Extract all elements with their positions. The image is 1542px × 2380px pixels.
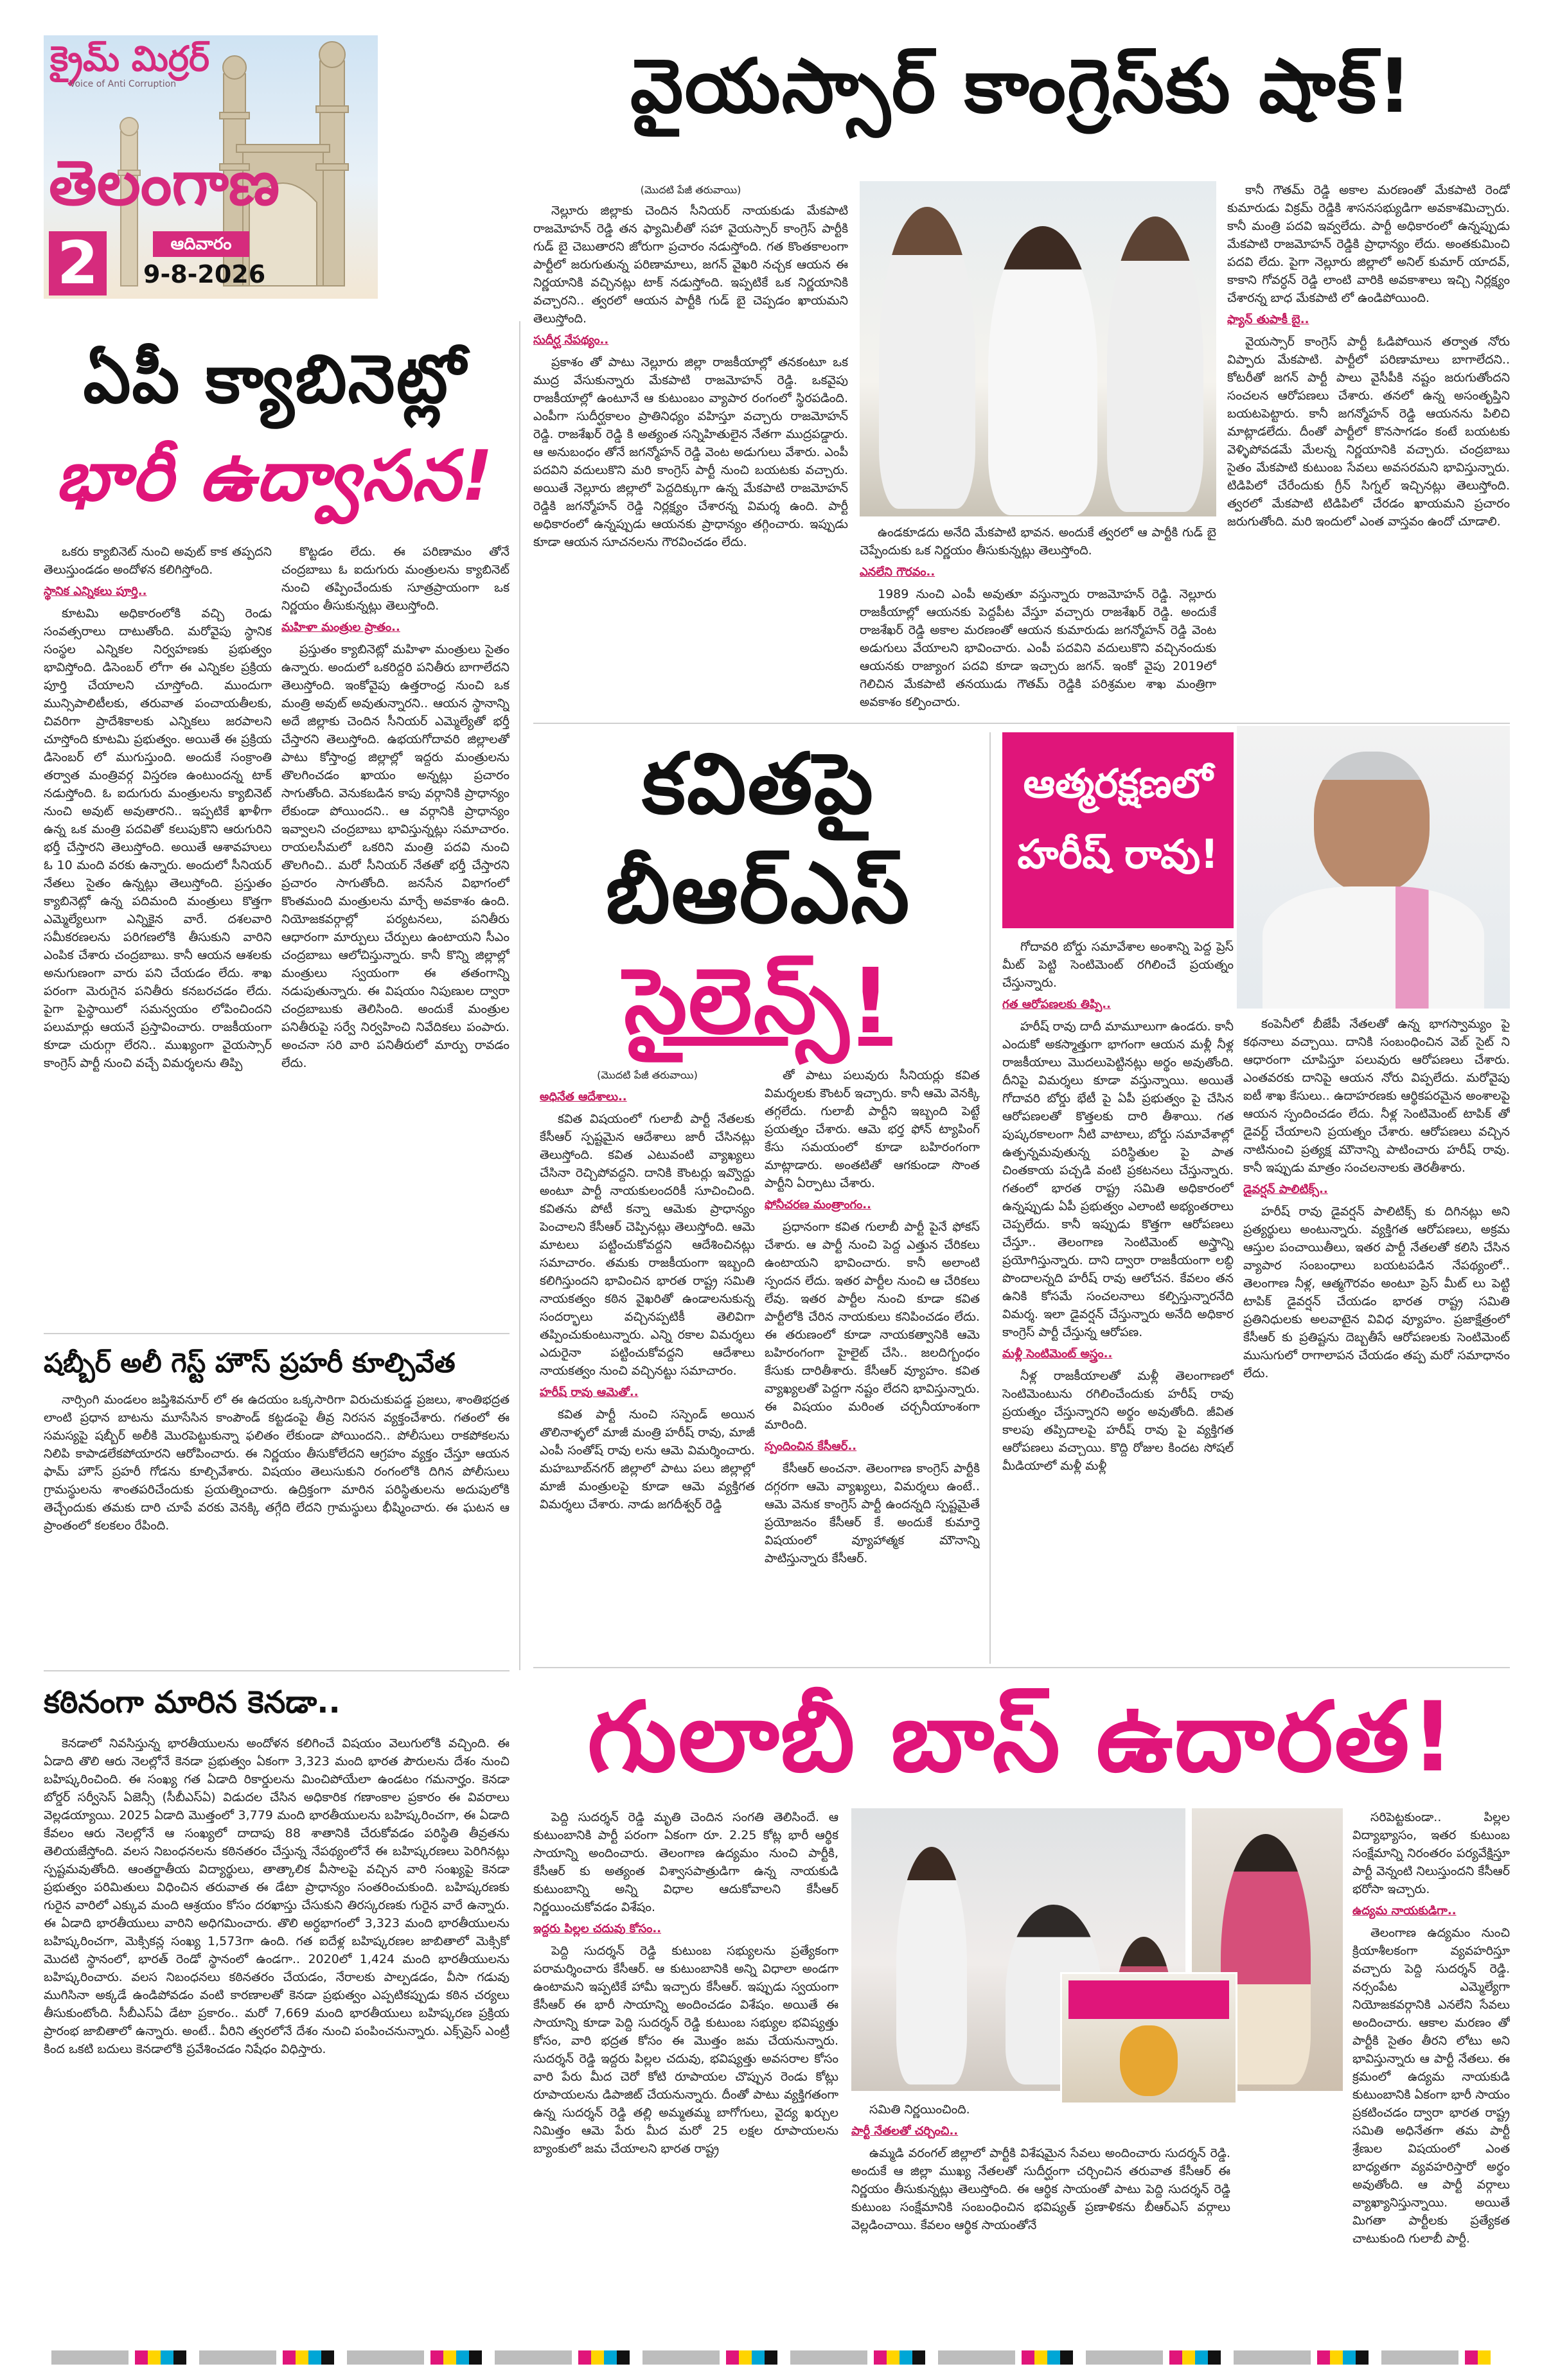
divider-ysr-bottom bbox=[533, 723, 1510, 724]
photo1-figure-standing bbox=[896, 1847, 967, 2085]
ysr-column-2 bbox=[860, 524, 1216, 716]
kavitha-sub-1: అధినేత ఆదేశాలు.. bbox=[540, 1090, 627, 1104]
ysr-para-6: వైయస్సార్ కాంగ్రెస్ పార్టీ ఓడిపోయిన తర్వాత నోరు విప్పారు మేకపాటి. పార్టీలో పరిణామాలు బాగాలేదని.. కోటరీతో జగన్ పార్టీ పాలు వైసీపీకి నష్టం జరుగుతోందని సంచలన ఆరోపణలు చేశారు. తనలో ఉన్న అసంతృప్తిని బయటపెట్టారు. కానీ జగన్మోహన్ రెడ్డి ఆయనను పిలిచి మాట్లాడలేదు. దీంతో పార్టీలో కొనసాగడం కంటే బయటకు వెళ్ళిపోవడమే మేలన్న నిర్ణయానికి వచ్చారు. చంద్రబాబు సైతం మేకపాటి కుటుంబ సేవలు అవసరమని భావిస్తున్నారు. టిడిపిలో చేరేందుకు గ్రీన్ సిగ్నల్ ఇచ్చినట్లు తెలుస్తోంది. త్వరలో మేకపాటి టిడిపిలో చేరడం ఖాయమని ప్రచారం జరుగుతోంది. మరి ఇందులో ఎంత వాస్తవం ఉందో చూడాలి. bbox=[1227, 335, 1510, 529]
kavitha-sub-3: ఫోనీచరణ మంత్రాంగం.. bbox=[765, 1198, 871, 1212]
harish-para-1: గోదావరి బోర్డు సమావేశాల అంశాన్ని పెద్ద ప్రెస్ మీట్ పెట్టి సెంటిమెంట్ రగిలించే ప్రయత్నం చేస్తున్నారు. bbox=[1002, 940, 1234, 990]
pink-para-3: సమితి నిర్ణయించింది. bbox=[869, 2102, 970, 2117]
cabinet-column-2 bbox=[281, 543, 510, 1327]
divider-kavitha-harish bbox=[989, 732, 991, 1664]
cabinet-sub-1: స్థానిక ఎన్నికలు పూర్తి.. bbox=[44, 585, 147, 598]
harish-headline-box bbox=[1002, 732, 1234, 928]
harish-headline-1: ఆత్మరక్షణలో bbox=[1023, 760, 1213, 807]
canada-para: కెనడాలో నివసిస్తున్న భారతీయులను అందోళన కలిగించే విషయం వెలుగులోకి వచ్చింది. ఈ ఏడాది తొలి ఆరు నెలల్లోనే కెనడా ప్రభుత్వం ఏకంగా 3,323 మంది భారత పౌరులను దేశం నుంచి బహిష్కరించింది. ఈ సంఖ్య గత ఏడాది రికార్డులను మించిపోయేలా ఉండటం గమనార్హం. కెనడా బోర్డర్ సర్వీసెస్ ఏజెన్సీ (సీబీఎస్ఏ) విడుదల చేసిన అధికారిక గణాంకాల ప్రకారం ఈ వివరాలు వెల్లడయ్యాయి. 2025 ఏడాది మొత్తంలో 3,779 మంది భారతీయులను బహిష్కరించగా, ఈ ఏడాది కేవలం ఆరు నెలల్లోనే ఆ సంఖ్యలో దాదాపు 88 శాతానికి చేరుకోవడం పరిస్థితి తీవ్రతను తెలియజేస్తోంది. వలస నిబంధనలను కఠినతరం చేస్తున్న నేపథ్యంలోనే ఈ బహిష్కరణలు పెరిగినట్లు స్పష్టమవుతోంది. ఆంతర్జాతీయ విద్యార్థులు, తాత్కాలిక వీసాలపై వచ్చిన వారి సంఖ్యపై కెనడా ప్రభుత్వం పరిమితులు విధించిన తరువాత ఈ డేటా ప్రాధాన్యం సంతరించుకుంది. బహిష్కరణకు గురైన వారిలో ఎక్కువ మంది ఆశ్రయం కోసం దరఖాస్తు చేసుకుని తిరస్కరణకు గురైన వారే ఉన్నారు. ఈ ఏడాది భారతీయులు వారిని అధిగమించారు. తొలి అర్ధభాగంలో 3,323 మంది భారతీయులను బహిష్కరించగా, మెక్సికన్ల సంఖ్య 1,573గా ఉంది. గత ఐదేళ్ల బహిష్కరణల జాబితాలో మెక్సికో మొదటి స్థానంలో, భారత్ రెండో స్థానంలో ఉండగా.. 2020లో 1,424 మంది భారతీయులను బహిష్కరించారు. వలస నిబంధనలు కఠినతరం చేయడం, నేరాలకు పాల్పడడం, వీసా గడువు ముగిసినా అక్కడే ఉండిపోవడం వంటి కారణాలతో కెనడా ప్రభుత్వం ఎప్పటికప్పుడు కఠిన చర్యలు తీసుకుంటోంది. సీబీఎస్ఏ డేటా ప్రకారం.. మరో 7,669 మంది భారతీయులు బహిష్కరణ ప్రక్రియ ప్రారంభ జాబితాలో ఉన్నారు. అంటే.. వీరిని త్వరలోనే దేశం నుంచి పంపించనున్నారు. ఎక్స్‌ప్రెస్ ఎంట్రీ కింద ఒకటి బదులు కెనడాలోకి ప్రవేశించడం నిషేధం విధిస్తారు. bbox=[44, 1736, 510, 2056]
brand-tagline: Voice of Anti Corruption bbox=[69, 79, 177, 89]
kavitha-headline-2: బీఆర్ఎస్ bbox=[605, 844, 911, 942]
shabbir-body bbox=[44, 1391, 510, 1664]
harish-column-2 bbox=[1243, 1015, 1510, 1657]
pink-para-4: ఉమ్మడి వరంగల్ జిల్లాలో పార్టీకి విశేషమైన సేవలు అందించారు సుదర్శన్ రెడ్డి. అందుకే ఆ జిల్లా ముఖ్య నేతలతో సుదీర్ఘంగా చర్చించిన తరువాత కేసీఆర్ ఈ నిర్ణయం తీసుకున్నట్లు తెలుస్తోంది. ఈ ఆర్థిక సాయంతో పాటు పెద్ది సుదర్శన్ రెడ్డి కుటుంబ సంక్షేమానికి సంబంధించిన భవిష్యత్ ప్రణాళికను బీఆర్ఎస్ వర్గాలు వెల్లడించాయి. కేవలం ఆర్థిక సాయంతోనే bbox=[851, 2146, 1230, 2232]
kavitha-column-2 bbox=[765, 1066, 980, 1657]
pink-column-3 bbox=[1352, 1808, 1510, 2322]
shabbir-headline: షబ్బీర్ అలీ గెస్ట్ హౌస్ ప్రహరీ కూల్చివేత bbox=[44, 1347, 456, 1379]
print-registration-strip bbox=[0, 2348, 1542, 2367]
brand-logo bbox=[50, 39, 209, 89]
portrait-head bbox=[1314, 752, 1430, 893]
harish-para-3: నీళ్ల రాజకీయాలతో మళ్లీ తెలంగాణలో సెంటిమెంటును రగిలించేందుకు హరీష్ రావు ప్రయత్నం చేస్తున్నారని అర్థం అవుతోంది. జీవిత కాలపు తప్పిదాలపై హరీష్ రావు పై వ్యక్తిగత ఆరోపణలు వచ్చాయి. కొద్ది రోజుల కిందట సోషల్ మీడియాలో మళ్లీ మళ్లీ bbox=[1002, 1369, 1234, 1473]
ysr-column-3 bbox=[1227, 181, 1510, 714]
pink-column-1 bbox=[533, 1808, 838, 2322]
kavitha-para-3: తో పాటు పలువురు సీనియర్లు కవిత విమర్శలకు కౌంటర్ ఇచ్చారు. కానీ ఆమె వెనక్కి తగ్గలేదు. గులాబీ పార్టీని ఇబ్బంది పెట్టే ప్రయత్నం చేశారు. ఆమె భర్త ఫోన్ ట్యాపింగ్ కేసు సమయంలో కూడా బహిరంగంగా మాట్లాడారు. అంతటితో ఆగకుండా సొంత పార్టీని ఏర్పాటు చేశారు. bbox=[765, 1068, 980, 1190]
cabinet-para-3: కొట్టడం లేదు. ఈ పరిణామం తోనే చంద్రబాబు ఓ ఐదుగురు మంత్రులను క్యాబినెట్ నుంచి తప్పించేందుకు సూత్రప్రాయంగా ఒక నిర్ణయం తీసుకున్నట్లు తెలుస్తోంది. bbox=[281, 545, 510, 613]
pink-sub-2: పార్టీ నేతలతో చర్చించి.. bbox=[851, 2124, 959, 2138]
continued-note-kavitha: (మొదటి పేజీ తరువాయి) bbox=[597, 1069, 698, 1081]
harish-portrait bbox=[1237, 726, 1510, 1009]
shabbir-para: నార్సింగి మండలం జప్తిశివనూర్ లో ఈ ఉదయం ఒక్కసారిగా విరుచుకుపడ్డ ప్రజలు, శాంతిభద్రత లాంటి ప్రధాన బాటను మూసేసిన కాంపౌండ్ కట్టడంపై తీవ్ర నిరసన వ్యక్తంచేశారు. గతంలో ఈ సమస్యపై షబ్బీర్ అలీకి మొరపెట్టుకున్నా ఫలితం లేకుండా పోయిందని.. పోలీసులు రాకపోకలను నిలిపి కాపాడలేకపోయారని ఆరోపించారు. ఈ నిర్ణయం తీసుకోలేదని ఆగ్రహం వ్యక్తం చేస్తూ ఆయన ఫామ్ హౌస్ ప్రహరీ గోడను కూల్చివేశారు. విషయం తెలుసుకుని రంగంలోకి దిగిన పోలీసులు గ్రామస్థులను శాంతపరిచేందుకు ప్రయత్నించారు. ఉద్రిక్తంగా మారిన పరిస్థితులను అదుపులోకి తెచ్చేందుకు తమకు దారి చూపే వరకు వెనక్కి తగ్గేది లేదని గ్రామస్థులు భీష్మించారు. ఈ ఘటన ఆ ప్రాంతంలో కలకలం రేపింది. bbox=[44, 1393, 510, 1533]
kavitha-headline-1: కవితపై bbox=[642, 735, 874, 833]
page-number: 2 bbox=[49, 231, 107, 295]
pink-boss-headline: గులాబీ బాస్ ఉదారత! bbox=[587, 1682, 1456, 1794]
pink-sub-1: ఇద్దరు పిల్లల చదువు కోసం.. bbox=[533, 1922, 662, 1935]
cabinet-para-4: ప్రస్తుతం క్యాబినెట్లో మహిళా మంత్రులు సైతం ఉన్నారు. అందులో ఒకరిద్దరి పనితీరు బాగాలేదని తెలుస్తోంది. ఇంకోవైపు ఉత్తరాంధ్ర నుంచి ఒక మంత్రి అవుట్ అవుతున్నారని.. ఆయన స్థానాన్ని అదే జిల్లాకు చెందిన సీనియర్ ఎమ్మెల్యేతో భర్తీ చేస్తారని తెలుస్తోంది. ఉభయగోదావరి జిల్లాలతో పాటు కోస్తాంధ్ర జిల్లాల్లో ఇద్దరు మంత్రులను తొలగించడం ఖాయం అన్నట్లు ప్రచారం సాగుతోంది. వెనుకబడిన కాపు వర్గానికి ప్రాధాన్యం లేకుండా పోయిందని.. ఆ వర్గానికి ప్రాధాన్యం ఇవ్వాలని చంద్రబాబు భావిస్తున్నట్లు సమాచారం. రాయలసీమలో ఒకరిని మంత్రి పదవి నుంచి తొలగించి.. మరో సీనియర్ నేతతో భర్తీ చేస్తారని ప్రచారం సాగుతోంది. జనసేన విభాగంలో కొంతమంది మంత్రులను మార్చే అవకాశం ఉంది. నియోజకవర్గాల్లో పర్యటనలు, పనితీరు ఆధారంగా మార్పులు చేర్పులు ఉంటాయని సీఎం చంద్రబాబు ఆలోచిస్తున్నారు. కానీ కొన్ని జిల్లాల్లో మంత్రులు స్వయంగా ఈ తతంగాన్ని నడుపుతున్నారు. ఈ విషయం నిపుణుల ద్వారా చంద్రబాబుకు తెలిసింది. అందుకే మంత్రుల పనితీరుపై సర్వే నిర్వహించి నివేదికలు పంపారు. అంచనా సరి వారి పనితీరులో మార్పు రావడం లేదు. bbox=[281, 642, 510, 1070]
harish-headline-2: హరీష్ రావు! bbox=[1017, 831, 1219, 877]
harish-para-2: హరీష్ రావు దాదీ మామూలుగా ఉండరు. కానీ ఎందుకో అకస్మాత్తుగా భాగంగా ఆయన మళ్లీ నీళ్ల రాజకీయాలు మొదలుపెట్టినట్లు అర్థం అవుతోంది. దీనిపై విమర్శలు కూడా వస్తున్నాయి. అయితే గోదావరి బోర్డు భేటీ పై ఏపీ ప్రభుత్వం పై చేసిన ఆరోపణలతో కొత్తలకు దారి తీశాయి. గత పుష్కరకాలంగా నీటి వాటాలు, బోర్డు సమావేశాల్లో ఉత్పన్నమవుతున్న పరిస్థితుల పై పాత చింతకాయ పచ్చడి వంటి ప్రకటనలు చేస్తున్నారు. గతంలో భారత రాష్ట్ర సమితి అధికారంలో ఉన్నప్పుడు ఏపీ ప్రభుత్వం ఎలాంటి అభ్యంతరాలు చెప్పలేదు. కానీ ఇప్పుడు కొత్తగా ఆరోపణలు చేస్తూ.. తెలంగాణ సెంటిమెంట్ అస్త్రాన్ని ప్రయోగిస్తున్నారు. దాని ద్వారా రాజకీయంగా లబ్ధి పొందాలన్నది హరీష్ రావు ఆలోచన. కేవలం తన ఉనికి కోసమే సంచలనాలు కల్పిస్తున్నారనేది విమర్శ. ఇలా డైవర్షన్ చేస్తున్నారు అనేది అధికార కాంగ్రెస్ పార్టీ చేస్తున్న ఆరోపణ. bbox=[1002, 1019, 1234, 1339]
issue-day: ఆదివారం bbox=[153, 231, 249, 257]
section-title: తెలంగాణ bbox=[49, 147, 280, 219]
cabinet-headline-2: భారీ ఉద్వాసన! bbox=[55, 436, 495, 516]
kavitha-headline-3: సైలెన్స్! bbox=[624, 949, 892, 1054]
ysr-para-3: ఉండకూడదు అనేది మేకపాటి భావన. అందుకే త్వరలో ఆ పార్టీకి గుడ్ బై చెప్పేందుకు ఒక నిర్ణయం తీసుకున్నట్లు తెలుస్తోంది. bbox=[860, 525, 1216, 558]
photo3-banner bbox=[1068, 1980, 1229, 2019]
kavitha-para-5: కేసీఆర్ అంచనా. తెలంగాణ కాంగ్రెస్ పార్టీకి దగ్గరగా ఆమె వ్యాఖ్యలు, విమర్శలు ఉంటే.. ఆమె వెనుక కాంగ్రెస్ పార్టీ ఉందన్నది స్పష్టమైతే ప్రయోజనం కేసీఆర్ కే. అందుకే కుమార్తె విషయంలో వ్యూహాత్మక మౌనాన్ని పాటిస్తున్నారు కేసీఆర్. bbox=[765, 1461, 980, 1565]
pink-para-2: పెద్ది సుదర్శన్ రెడ్డి కుటుంబ సభ్యులను ప్రత్యేకంగా పరామర్శించారు కేసీఆర్. ఆ కుటుంబానికి అన్ని విధాలా అండగా ఉంటామని ఇప్పటికే హామీ ఇచ్చారు కేసీఆర్. ఇప్పుడు స్వయంగా కేసీఆర్ ఈ భారీ సాయాన్ని అందించడం విశేషం. అయితే ఈ సాయాన్ని కూడా పెద్ది సుదర్శన్ రెడ్డి కుటుంబ సభ్యుల భవిష్యత్తు కోసం, వారి భద్రత కోసం ఈ మొత్తం జమ చేయనున్నారు. సుదర్శన్ రెడ్డి ఇద్దరు పిల్లల చదువు, భవిష్యత్తు అవసరాల కోసం వారి పేరు మీద చెరో కోటి రూపాయల చొప్పున రెండు కోట్లు రూపాయలను డిపాజిట్ చేయనున్నారు. దీంతో పాటు వ్యక్తిగతంగా ఉన్న సుదర్శన్ రెడ్డి తల్లి అమ్మతమ్మ బాగోగులు, వైద్య ఖర్చుల నిమిత్తం ఆమె పేరు మీద మరో 25 లక్షల రూపాయలను బ్యాంకులో జమ చేయాలని భారత రాష్ట్ర bbox=[533, 1944, 838, 2156]
kavitha-sub-2: హరీష్ రావు ఆమెతో.. bbox=[540, 1386, 639, 1399]
divider-middle-bottom bbox=[533, 1667, 1510, 1668]
ysr-para-1: నెల్లూరు జిల్లాకు చెందిన సీనియర్ నాయకుడు మేకపాటి రాజమోహన్ రెడ్డి తన ఫ్యామిలీతో సహా వైయస్సార్ కాంగ్రెస్ పార్టీకి గుడ్ బై చెబుతారని జోరుగా ప్రచారం నడుస్తోంది. గత కొంతకాలంగా పార్టీలో జరుగుతున్న పరిణామాలు, జగన్ వైఖరి నచ్చక ఆయన ఈ నిర్ణయానికి వచ్చినట్లు టాక్ నడుస్తోంది. ఇప్పటికే ఒక నిర్ణయానికి వచ్చారని.. త్వరలో ఆయన పార్టీకి గుడ్ బై చెప్పడం ఖాయమని తెలుస్తోంది. bbox=[533, 204, 848, 326]
portrait-body bbox=[1263, 886, 1484, 1009]
harish-para-4: కంపెనీలో బీజేపీ నేతలతో ఉన్న భాగస్వామ్యం పై కథనాలు వచ్చాయి. దానికి సంబంధించిన వెబ్ సైట్ ని ఆధారంగా చూపిస్తూ పలువురు ఆరోపణలు చేశారు. ఎంతవరకు దానిపై ఆయన నోరు విప్పలేదు. మరోవైపు ఐటీ శాఖ కేసులు.. ఉదాహరణకు ఆర్థికపరమైన అంశాలపై ఆయన స్పందించడం లేదు. నీళ్ల సెంటిమెంట్ టాపిక్ తో డైవర్ట్ చేయాలని ప్రయత్నం చేశారు. ఆరోపణలు వచ్చిన నాటినుంచి ప్రత్యక్ష మౌనాన్ని పాటించారు హరీష్ రావు. కానీ ఇప్పుడు మాత్రం సంచలనాలకు తెరతీశారు. bbox=[1243, 1017, 1510, 1175]
kavitha-para-4: ప్రధానంగా కవిత గులాబీ పార్టీ పైనే ఫోకస్ చేశారు. ఆ పార్టీ నుంచి పెద్ద ఎత్తున చేరికలు ఉంటాయని భావించారు. కానీ అలాంటి స్పందన లేదు. ఇతర పార్టీల నుంచి ఆ చేరికలు లేవు. ఇతర పార్టీల నుంచి కూడా కవిత పార్టీలోకి చేరిన నాయకులు కనిపించడం లేదు. ఈ తరుణంలో కూడా నాయకత్వానికి ఆమె బహిరంగంగా హైలైట్ చేసి.. జలదిగ్బంధం కేసుకు దారితీశారు. కేసీఆర్ వ్యూహం. కవిత వ్యాఖ్యలతో పెద్దగా నష్టం లేదని భావిస్తున్నారు. ఈ విషయం మరింత చర్చనీయాంశంగా మారింది. bbox=[765, 1220, 980, 1432]
cabinet-headline-1: ఏపీ క్యాబినెట్లో bbox=[83, 340, 467, 418]
leader-figure-right bbox=[1107, 216, 1203, 512]
pink-column-2 bbox=[851, 2101, 1230, 2322]
ysr-para-4: 1989 నుంచి ఎంపీ అవుతూ వస్తున్నారు రాజమోహన్ రెడ్డి. నెల్లూరు రాజకీయాల్లో ఆయనకు పెద్దపీట వేస్తూ వచ్చారు రాజశేఖర్ రెడ్డి. అందుకే రాజశేఖర్ రెడ్డి అకాల మరణంతో ఆయన కుమారుడు జగన్మోహన్ రెడ్డి వెంట అడుగులు వేయాలని భావించారు. ఎంపీ పదవిని వదులుకొని వచ్చినందుకు ఆయనకు రాజ్యాంగ పదవి కూడా ఇచ్చారు జగన్. ఇంకో వైపు 2019లో గెలిచిన మేకపాటి తనయుడు గౌతమ్ రెడ్డికి పరిశ్రమల శాఖ మంత్రిగా అవకాశం కల్పించారు. bbox=[860, 587, 1216, 709]
harish-sub-2: మళ్లీ సెంటిమెంట్ అస్త్రం.. bbox=[1002, 1347, 1113, 1361]
cabinet-para-1: ఒకరు క్యాబినెట్ నుంచి అవుట్ కాక తప్పదని తెలుస్తుండడం అందోళన కలిగిస్తోంది. bbox=[44, 545, 272, 577]
ysr-para-5: కానీ గౌతమ్ రెడ్డి అకాల మరణంతో మేకపాటి రెండో కుమారుడు విక్రమ్ రెడ్డికి శాసనసభ్యుడిగా అవకాశమిచ్చారు. కానీ మంత్రి పదవి ఇవ్వలేదు. పార్టీ అధికారంలో ఉన్నప్పుడు మేకపాటి రాజమోహన్ రెడ్డికి ప్రాధాన్యం లేదు. అంతకుమించి పదవి లేదు. పైగా నెల్లూరు జిల్లాలో అనిల్ కుమార్ యాదవ్, కాకాని గోవర్ధన్ రెడ్డి లాంటి వారికి అవకాశాలు ఇచ్చి నిర్లక్ష్యం చేశారన్న బాధ మేకపాటి లో ఉండిపోయింది. bbox=[1227, 183, 1510, 305]
issue-date: 9-8-2026 bbox=[143, 260, 266, 288]
pink-para-1: పెద్ది సుదర్శన్ రెడ్డి మృతి చెందిన సంగతి తెలిసిందే. ఆ కుటుంబానికి పార్టీ పరంగా ఏకంగా రూ. 2.25 కోట్ల భారీ ఆర్థిక సాయాన్ని అందించారు. తెలంగాణ ఉద్యమం నుంచి పార్టీకి, కేసీఆర్ కు అత్యంత విశ్వాసపాత్రుడిగా ఉన్న నాయకుడి కుటుంబాన్ని అన్ని విధాల ఆదుకోవాలని కేసీఆర్ నిర్ణయించుకోవడం విశేషం. bbox=[533, 1810, 838, 1914]
canada-headline: కఠినంగా మారిన కెనడా.. bbox=[44, 1684, 341, 1720]
ysr-sub-3: ఫ్యాన్ తుపాకీ బై.. bbox=[1227, 313, 1309, 326]
kcr-visit-photo-3 bbox=[1060, 1972, 1237, 2104]
photo3-garland bbox=[1120, 2025, 1178, 2096]
harish-sub-1: గత ఆరోపణలకు తిప్పి.. bbox=[1002, 998, 1111, 1011]
canada-body bbox=[44, 1734, 510, 2319]
leader-figure-left bbox=[879, 207, 975, 509]
kavitha-sub-4: స్పందించిన కేసీఆర్.. bbox=[765, 1440, 857, 1453]
continued-note: (మొదటి పేజీ తరువాయి) bbox=[640, 184, 741, 196]
divider-left-column bbox=[519, 321, 520, 1670]
harish-sub-3: డైవర్షన్ పాలిటిక్స్.. bbox=[1243, 1183, 1328, 1196]
pink-para-5: సరిపెట్టకుండా.. పిల్లల విద్యాభ్యాసం, ఇతర కుటుంబ సంక్షేమాన్ని నిరంతరం పర్యవేక్షిస్తూ పార్టీ వెన్నంటి నిలుస్తుందని కేసీఆర్ భరోసా ఇచ్చారు. bbox=[1352, 1810, 1510, 1896]
pink-para-6: తెలంగాణ ఉద్యమం నుంచి క్రియాశీలకంగా వ్యవహరిస్తూ వచ్చారు పెద్ది సుదర్శన్ రెడ్డి. నర్సంపేట ఎమ్మెల్యేగా నియోజకవర్గానికి ఎనలేని సేవలు అందించారు. ఆకాల మరణం తో పార్టీకి సైతం తీరని లోటు అని భావిస్తున్నారు ఆ పార్టీ నేతలు. ఈ క్రమంలో ఉద్యమ నాయకుడి కుటుంబానికి ఏకంగా భారీ సాయం ప్రకటించడం ద్వారా భారత రాష్ట్ర సమితి అధినేతగా తమ పార్టీ శ్రేణుల విషయంలో ఎంత బాధ్యతగా వ్యవహరిస్తారో అర్థం అవుతోంది. ఆ పార్టీ వర్గాలు వ్యాఖ్యానిస్తున్నాయి. అయితే మిగతా పార్టీలకు ప్రత్యేకత చాటుకుంది గులాబీ పార్టీ. bbox=[1352, 1926, 1510, 2246]
ysr-sub-1: సుదీర్ఘ నేపథ్యం.. bbox=[533, 333, 609, 347]
divider-shabbir-bottom bbox=[44, 1670, 510, 1671]
ysr-column-1 bbox=[533, 181, 848, 714]
cabinet-para-2: కూటమి అధికారంలోకి వచ్చి రెండు సంవత్సరాలు దాటుతోంది. మరోవైపు స్థానిక సంస్థల ఎన్నికల నిర్వహణకు ప్రభుత్వం భావిస్తోంది. డిసెంబర్ లోగా ఈ ఎన్నికల ప్రక్రియ పూర్తి చేయాలని చూస్తోంది. ముందుగా మున్సిపాలిటీలకు, తరువాత పంచాయతీలకు, చివరిగా ప్రాదేశికాలకు ఎన్నికలు జరపాలని చూస్తోంది కూటమి ప్రభుత్వం. అయితే ఈ ప్రక్రియ డిసెంబర్ లో ముగుస్తుంది. అందుకే సంక్రాంతి తర్వాత మంత్రివర్గ విస్తరణ ఉంటుందన్న టాక్ నడుస్తోంది. ఓ ఐదుగురు మంత్రులను క్యాబినెట్ నుంచి అవుట్ అవుతారని.. ఇప్పటికే ఖాళీగా ఉన్న ఒక మంత్రి పదవితో కలుపుకొని ఆరుగురిని భర్తీ చేస్తారని తెలుస్తోంది. అయితే ఆశావహులు ఓ 10 మంది వరకు ఉన్నారు. అందులో సీనియర్ నేతలు సైతం ఉన్నట్లు తెలుస్తోంది. ప్రస్తుతం క్యాబినెట్లో ఉన్న పదిమంది మంత్రులు కొత్తగా ఎమ్మెల్యేలుగా ఎన్నికైన వారే. దశలవారి సమీకరణలను పరిగణలోకి తీసుకుని వారిని ఎంపిక చేశారు చంద్రబాబు. కానీ ఆయన ఆశలకు అనుగుణంగా వారు పని చేయడం లేదు. శాఖ పరంగా మెరుగైన పనితీరు కనబరచడం లేదు. పైగా పైస్థాయిలో సమన్వయం లోపించిందని పలుమార్లు ఆయనే ప్రస్తావించారు. రాజకీయంగా కూడా చురుగ్గా లేరని.. ముఖ్యంగా వైయస్సార్ కాంగ్రెస్ పార్టీ నుంచి వచ్చే విమర్శలను తిప్పి bbox=[44, 606, 272, 1070]
brand-name: క్రైమ్ మిర్రర్ bbox=[50, 39, 209, 79]
harish-para-5: హరీష్ రావు డైవర్షన్ పాలిటిక్స్ కు దిగినట్లు అని ప్రత్యర్థులు అంటున్నారు. వ్యక్తిగత ఆరోపణలు, అక్రమ ఆస్తుల పంచాయితీలు, ఇతర పార్టీ నేతలతో కలిసి చేసిన వ్యాపార సంబంధాలు బయటపడిన నేపథ్యంలో.. తెలంగాణ నీళ్ల, ఆత్మగౌరవం అంటూ ప్రెస్ మీట్ లు పెట్టి టాపిక్ డైవర్షన్ చేయడం భారత రాష్ట్ర సమితి ప్రతినిధులకు అలవాటైన వివిధ వ్యూహం. ప్రజాక్షేత్రంలో కేసీఆర్ కు ప్రతిష్టను దెబ్బతీసే ఆరోపణలకు సెంటిమెంట్ ముసుగులో రాగాలాపన చేయడం తప్ప మరో సమాధానం లేదు. bbox=[1243, 1204, 1510, 1380]
ysr-para-2: ప్రకాశం తో పాటు నెల్లూరు జిల్లా రాజకీయాల్లో తనకంటూ ఒక ముద్ర వేసుకున్నారు మేకపాటి రాజమోహన్ రెడ్డి. ఒకవైపు రాజకీయాల్లో ఉంటూనే ఆ కుటుంబం వ్యాపార రంగంలో స్థిరపడింది. ఎంపీగా సుదీర్ఘకాలం ప్రాతినిధ్యం వహిస్తూ వచ్చారు రాజమోహన్ రెడ్డి. రాజశేఖర్ రెడ్డి కి అత్యంత సన్నిహితులైన నేతగా ముద్రపడ్డారు. ఆ అనుబంధం తోనే జగన్మోహన్ రెడ్డి వెంట అడుగులు వేశారు. ఎంపీ పదవిని వదులుకొని మరి కాంగ్రెస్ పార్టీ నుంచి బయటకు వచ్చారు. అయితే నెల్లూరు జిల్లాలో పెద్దదిక్కుగా ఉన్న మేకపాటి రాజమోహన్ రెడ్డికి జగన్మోహన్ రెడ్డి నిర్లక్ష్యం చేశారన్న విమర్శ ఉంది. పార్టీ అధికారంలో ఉన్నప్పుడు ఆయనకు ప్రాధాన్యం తగ్గించారు. ఇప్పుడు కూడా ఆయన సూచనలను గౌరవించడం లేదు. bbox=[533, 355, 848, 549]
ysr-sub-2: ఎనలేని గౌరవం.. bbox=[860, 565, 935, 579]
kavitha-para-1: కవిత విషయంలో గులాబీ పార్టీ నేతలకు కేసీఆర్ స్పష్టమైన ఆదేశాలు జారీ చేసినట్లు తెలుస్తోంది. కవిత ఎటువంటి వ్యాఖ్యలు చేసినా రెచ్చిపోవద్దని. దానికి కౌంటర్లు ఇవ్వొద్దు అంటూ పార్టీ నాయకులందరికీ సూచించింది. కవితను పోటీ కన్నా ఆమెకు ప్రాధాన్యం పెంచాలని కేసీఆర్ చెప్పినట్లు తెలుస్తోంది. ఆమె మాటలు పట్టించుకోవద్దని ఆదేశించినట్లు సమాచారం. తమకు రాజకీయంగా ఇబ్బంది కలిగిస్తుందని భావించిన భారత రాష్ట్ర సమితి నాయకత్వం కఠిన వైఖరితో ఉండాలనుకున్న సందర్భాలు వచ్చినప్పటికీ తెలివిగా తప్పించుకుంటున్నారు. ఎన్ని రకాల విమర్శలు ఎదురైనా పట్టించుకోవద్దని ఆదేశాలు నాయకత్వం నుంచి వచ్చినట్టు సమాచారం. bbox=[540, 1112, 755, 1378]
cabinet-sub-2: మహిళా మంత్రుల ప్రాతం.. bbox=[281, 621, 400, 634]
pink-sub-3: ఉద్యమ నాయకుడిగా.. bbox=[1352, 1904, 1457, 1917]
kavitha-para-2: కవిత పార్టీ నుంచి సస్పెండ్ అయిన తొలినాళ్ళలో మాజీ మంత్రి హరీష్ రావు, మాజీ ఎంపీ సంతోష్ రావు లను ఆమె విమర్శించారు. మహబూబ్‌నగర్ జిల్లాలో పాటు పలు జిల్లాల్లో మాజీ మంత్రులపై కూడా ఆమె వ్యక్తిగత విమర్శలు చేశారు. నాడు జగదీశ్వర్ రెడ్డి bbox=[540, 1407, 755, 1512]
kavitha-column-1 bbox=[540, 1066, 755, 1657]
harish-column-1 bbox=[1002, 938, 1234, 1657]
cabinet-column-1 bbox=[44, 543, 272, 1327]
ysr-leaders-photo bbox=[860, 181, 1216, 516]
ysr-headline: వైయస్సార్ కాంగ్రెస్‌కు షాక్! bbox=[630, 43, 1413, 130]
leader-figure-center bbox=[988, 226, 1097, 515]
masthead bbox=[44, 35, 378, 305]
divider-cabinet-bottom bbox=[44, 1333, 510, 1334]
